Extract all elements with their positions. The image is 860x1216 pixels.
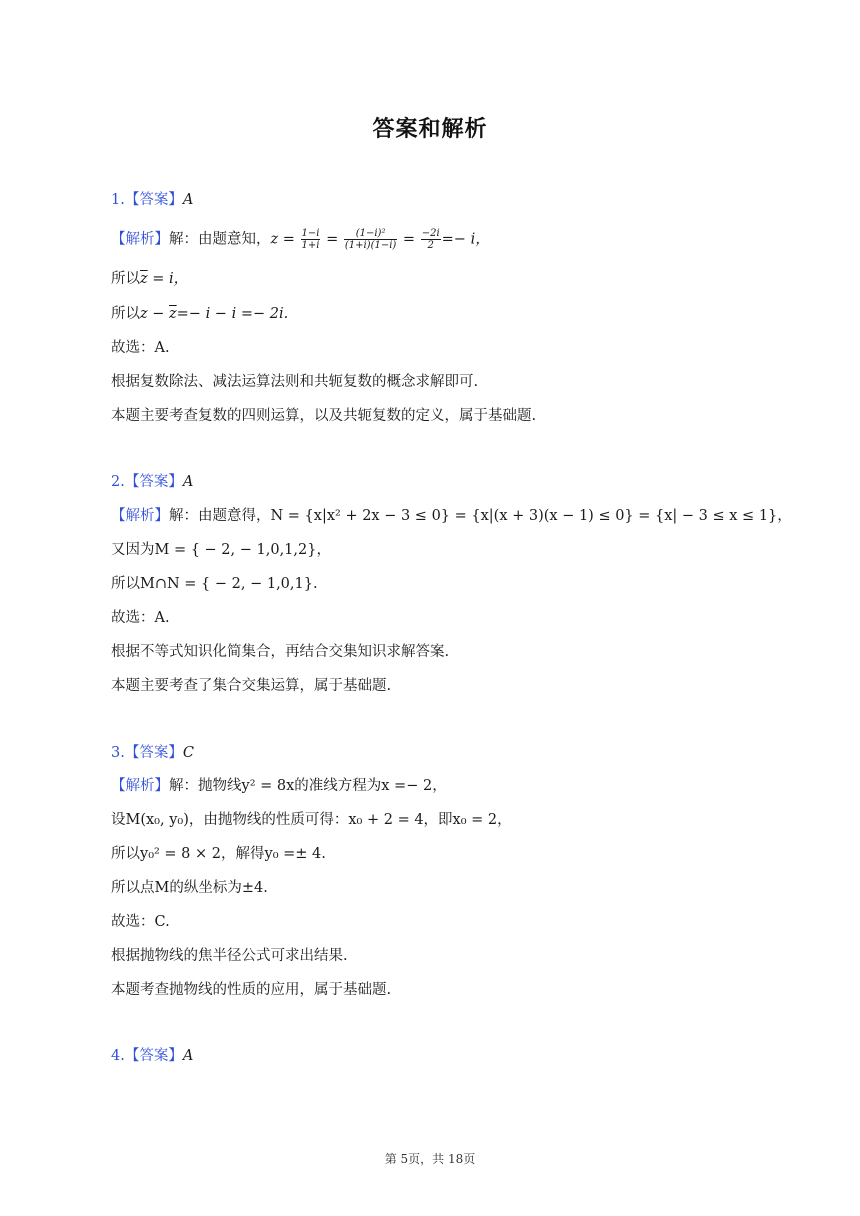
- q1-l1-eq2: =: [321, 231, 343, 248]
- q1-l1-eq: =: [278, 231, 300, 248]
- q4-answer-value: A: [182, 1048, 194, 1064]
- q3-l1-text: 解：抛物线y² = 8x的准线方程为x =− 2，: [169, 778, 447, 794]
- q2-analysis-line-2: 又因为M = { − 2, − 1,0,1,2}，: [111, 542, 331, 558]
- q1-l2-text: 所以: [111, 271, 140, 287]
- q2-analysis-line-1: [111, 506, 792, 526]
- q1-l3-zbar: $\overline{z}$: [169, 306, 177, 322]
- q3-answer-tag: 【答案】: [124, 745, 183, 761]
- q1-l2-tail: = i，: [147, 271, 189, 287]
- q1-l2-zbar: $\overline{z}$: [140, 271, 148, 287]
- q1-answer-tag: 【答案】: [124, 192, 183, 208]
- q4-number: 4.: [111, 1048, 125, 1064]
- q3-analysis-line-7: 本题考查抛物线的性质的应用，属于基础题.: [111, 982, 392, 998]
- q3-analysis-line-2: 设M(x₀, y₀)，由抛物线的性质可得：x₀ + 2 = 4，即x₀ = 2，: [111, 812, 512, 828]
- q1-analysis-line-5: 根据复数除法、减法运算法则和共轭复数的概念求解即可.: [111, 374, 479, 390]
- q1-l1-z: z: [270, 231, 279, 248]
- q3-answer-value: C: [182, 745, 194, 761]
- q3-number: 3.: [111, 745, 125, 761]
- q1-analysis-line-1: [111, 228, 490, 251]
- q3-analysis-line-5: 故选：C.: [111, 914, 170, 930]
- q1-l1-eq3: =: [398, 231, 420, 248]
- page-title: 答案和解析: [372, 117, 488, 142]
- q3-analysis-line-3: 所以y₀² = 8 × 2，解得y₀ =± 4.: [111, 846, 326, 862]
- q1-analysis-line-6: 本题主要考查复数的四则运算，以及共轭复数的定义，属于基础题.: [111, 408, 537, 424]
- q2-answer-heading: [111, 472, 193, 492]
- q1-analysis-line-3: [111, 304, 288, 324]
- q2-analysis-line-3: 所以M∩N = { − 2, − 1,0,1}.: [111, 576, 318, 592]
- q1-analysis-tag: 【解析】: [111, 231, 169, 248]
- q1-l3-tail: =− i − i =− 2i.: [176, 306, 289, 322]
- q3-analysis-line-1: [111, 776, 447, 796]
- q1-answer-value: A: [182, 192, 194, 208]
- q4-answer-heading: [111, 1046, 193, 1066]
- q1-l3-z: z −: [140, 306, 170, 322]
- q2-answer-value: A: [182, 474, 194, 490]
- q2-analysis-tag: 【解析】: [111, 508, 169, 524]
- q3-analysis-line-4: 所以点M的纵坐标为±4.: [111, 880, 268, 896]
- q2-analysis-line-5: 根据不等式知识化简集合，再结合交集知识求解答案.: [111, 644, 450, 660]
- q1-fraction-3: $\frac{-2i}{2}$: [421, 228, 440, 251]
- q1-fraction-1: $\frac{1-i}{1+i}$: [301, 228, 320, 251]
- page-footer: 第 5页，共 18页: [384, 1152, 476, 1166]
- q3-answer-heading: [111, 743, 194, 763]
- q1-answer-heading: [111, 190, 193, 210]
- q2-l1-text: 解：由题意得，N = {x|x² + 2x − 3 ≤ 0} = {x|(x + 3)(x − 1) ≤ 0} = {x| − 3 ≤ x ≤ 1}，: [169, 508, 792, 524]
- q2-answer-tag: 【答案】: [124, 474, 183, 490]
- q1-analysis-line-4: 故选：A.: [111, 340, 170, 356]
- q2-number: 2.: [111, 474, 125, 490]
- q1-l1-text: 解：由题意知，: [169, 231, 271, 248]
- q2-analysis-line-6: 本题主要考查了集合交集运算，属于基础题.: [111, 678, 392, 694]
- q1-analysis-line-2: [111, 269, 188, 289]
- q1-number: 1.: [111, 192, 125, 208]
- q2-analysis-line-4: 故选：A.: [111, 610, 170, 626]
- q3-analysis-tag: 【解析】: [111, 778, 169, 794]
- q1-l1-tail: =− i，: [441, 231, 490, 248]
- q4-answer-tag: 【答案】: [124, 1048, 183, 1064]
- q3-analysis-line-6: 根据抛物线的焦半径公式可求出结果.: [111, 948, 348, 964]
- q1-l3-text: 所以: [111, 306, 140, 322]
- q1-fraction-2: $\frac{\text{(1−i)²}}{(1+i)(1-i)}$: [344, 228, 397, 251]
